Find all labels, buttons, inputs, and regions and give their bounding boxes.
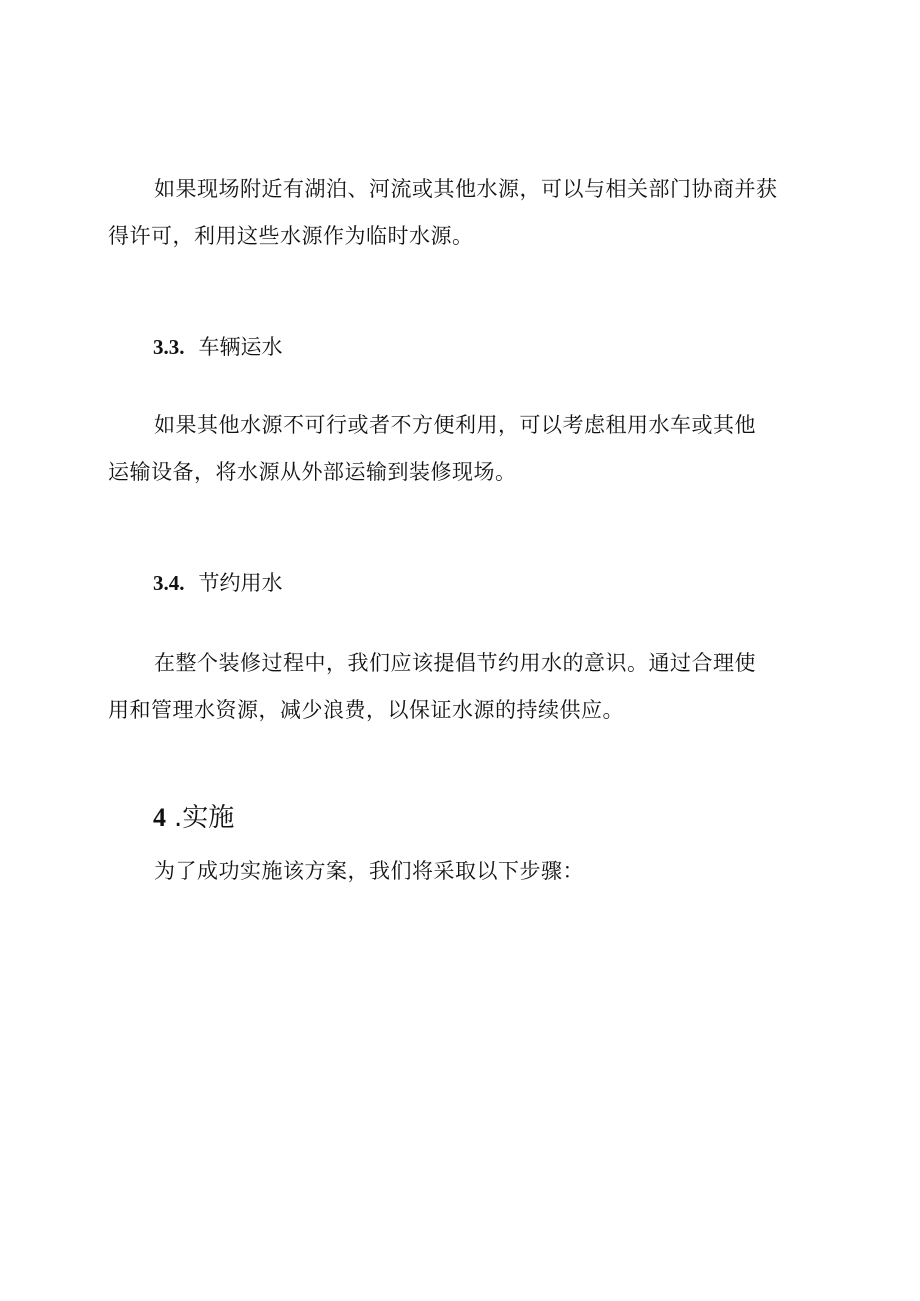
water-saving-paragraph (108, 640, 828, 734)
paragraph-line: 如果现场附近有湖泊、河流或其他水源，可以与相关部门协商并获 (154, 177, 778, 201)
section-heading-3-3 (153, 332, 283, 362)
paragraph-line: 运输设备，将水源从外部运输到装修现场。 (108, 460, 517, 484)
water-source-paragraph (108, 166, 828, 260)
paragraph-line: 在整个装修过程中，我们应该提倡节约用水的意识。通过合理使 (154, 651, 756, 675)
vehicle-water-paragraph (108, 402, 828, 496)
section-heading-3-4 (153, 568, 283, 598)
section-title: .实施 (174, 803, 235, 833)
paragraph-line: 用和管理水资源，减少浪费，以保证水源的持续供应。 (108, 698, 624, 722)
section-heading-4 (153, 800, 234, 836)
section-number: 4 (153, 803, 166, 832)
section-title: 节约用水 (198, 571, 283, 595)
section-title: 车辆运水 (198, 335, 283, 359)
paragraph-line: 得许可，利用这些水源作为临时水源。 (108, 224, 474, 248)
implementation-paragraph (108, 848, 828, 895)
section-number: 3.4. (153, 571, 185, 595)
section-number: 3.3. (153, 335, 185, 359)
paragraph-line: 为了成功实施该方案，我们将采取以下步骤： (154, 859, 584, 883)
paragraph-line: 如果其他水源不可行或者不方便利用，可以考虑租用水车或其他 (154, 413, 756, 437)
